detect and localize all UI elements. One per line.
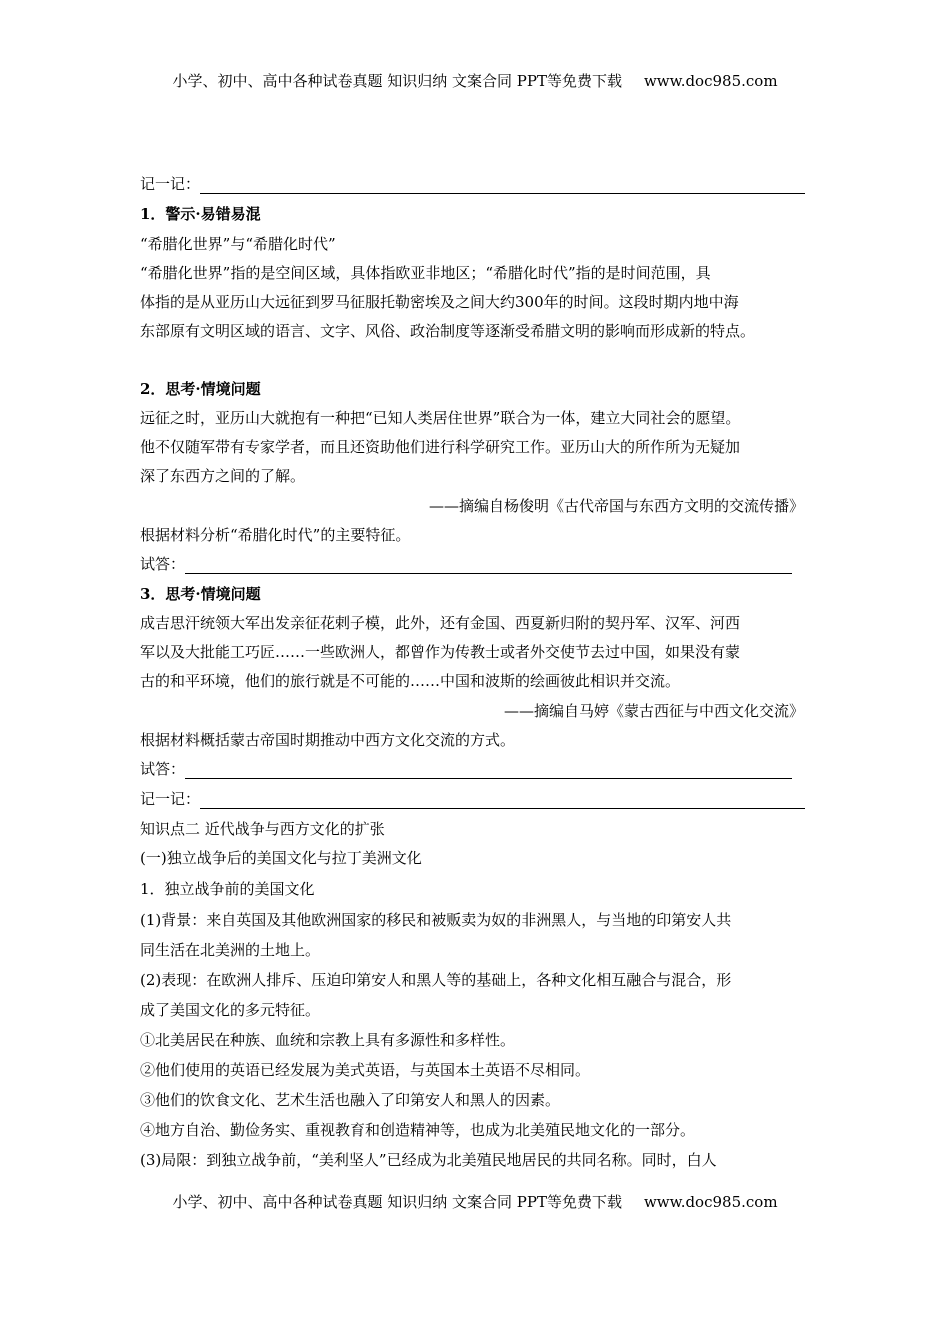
s2-para-line-3: 深了东西方之间的了解。 — [140, 467, 306, 485]
k2-item-2: ②他们使用的英语已经发展为美式英语，与英国本土英语不尽相同。 — [140, 1061, 591, 1079]
page-footer — [0, 1191, 950, 1212]
s3-source: ——摘编自马婷《蒙古西征与中西文化交流》 — [503, 702, 804, 720]
k2-item-1: ①北美居民在种族、血统和宗教上具有多源性和多样性。 — [140, 1031, 516, 1049]
k2-background-line-2: 同生活在北美洲的土地上。 — [140, 941, 321, 959]
s3-answer-line — [140, 759, 820, 779]
s1-para-line-1: “希腊化世界”指的是空间区域，具体指欧亚非地区；“希腊化时代”指的是时间范围，具 — [140, 264, 711, 282]
s2-title: 2．思考·情境问题 — [140, 380, 261, 398]
k2-subtitle: (一)独立战争后的美国文化与拉丁美洲文化 — [140, 849, 422, 867]
k2-manifest-line-1: (2)表现：在欧洲人排斥、压迫印第安人和黑人等的基础上，各种文化相互融合与混合，形 — [140, 971, 732, 989]
k2-manifest-line-2: 成了美国文化的多元特征。 — [140, 1001, 321, 1019]
s3-para-line-3: 古的和平环境，他们的旅行就是不可能的……中国和波斯的绘画彼此相识并交流。 — [140, 672, 681, 690]
k2-title: 知识点二 近代战争与西方文化的扩张 — [140, 820, 385, 838]
s1-para-line-3: 东部原有文明区域的语言、文字、风俗、政治制度等逐渐受希腊文明的影响而形成新的特点。 — [140, 322, 756, 340]
s2-answer-line — [140, 554, 820, 574]
note-line-2 — [140, 789, 820, 809]
s2-answer-blank[interactable] — [185, 559, 792, 574]
footer-url[interactable]: www.doc985.com — [643, 1193, 778, 1211]
footer-text: 小学、初中、高中各种试卷真题 知识归纳 文案合同 PPT等免费下载 — [172, 1193, 622, 1211]
s3-para-line-1: 成吉思汗统领大军出发亲征花剌子模，此外，还有金国、西夏新归附的契丹军、汉军、河西 — [140, 614, 741, 632]
note-label: 记一记： — [140, 790, 201, 808]
s2-para-line-1: 远征之时，亚历山大就抱有一种把“已知人类居住世界”联合为一体，建立大同社会的愿望。 — [140, 409, 741, 427]
k2-heading-1: 1．独立战争前的美国文化 — [140, 880, 315, 898]
s2-question: 根据材料分析“希腊化时代”的主要特征。 — [140, 526, 411, 544]
k2-item-4: ④地方自治、勤俭务实、重视教育和创造精神等，也成为北美殖民地文化的一部分。 — [140, 1121, 696, 1139]
s3-title: 3．思考·情境问题 — [140, 585, 261, 603]
note-label: 记一记： — [140, 175, 201, 193]
s1-para-line-2: 体指的是从亚历山大远征到罗马征服托勒密埃及之间大约300年的时间。这段时期内地中海 — [140, 293, 739, 311]
s1-title: 1．警示·易错易混 — [140, 205, 261, 223]
k2-item-3: ③他们的饮食文化、艺术生活也融入了印第安人和黑人的因素。 — [140, 1091, 561, 1109]
s3-answer-blank[interactable] — [185, 764, 792, 779]
s3-question: 根据材料概括蒙古帝国时期推动中西方文化交流的方式。 — [140, 731, 516, 749]
s3-para-line-2: 军以及大批能工巧匠……一些欧洲人，都曾作为传教士或者外交使节去过中国，如果没有蒙 — [140, 643, 741, 661]
page-header — [0, 70, 950, 91]
note-blank-1[interactable] — [200, 179, 805, 194]
header-text: 小学、初中、高中各种试卷真题 知识归纳 文案合同 PPT等免费下载 — [172, 72, 622, 90]
answer-label: 试答： — [140, 555, 186, 573]
answer-label: 试答： — [140, 760, 186, 778]
k2-background-line-1: (1)背景：来自英国及其他欧洲国家的移民和被贩卖为奴的非洲黑人，与当地的印第安人共 — [140, 911, 732, 929]
s2-source: ——摘编自杨俊明《古代帝国与东西方文明的交流传播》 — [428, 497, 804, 515]
s1-subtitle: “希腊化世界”与“希腊化时代” — [140, 235, 336, 253]
s2-para-line-2: 他不仅随军带有专家学者，而且还资助他们进行科学研究工作。亚历山大的所作所为无疑加 — [140, 438, 741, 456]
note-blank-2[interactable] — [200, 794, 805, 809]
k2-limitation-line-1: (3)局限：到独立战争前，“美利坚人”已经成为北美殖民地居民的共同名称。同时，白人 — [140, 1151, 717, 1169]
note-line-1 — [140, 174, 820, 194]
header-url[interactable]: www.doc985.com — [643, 72, 778, 90]
